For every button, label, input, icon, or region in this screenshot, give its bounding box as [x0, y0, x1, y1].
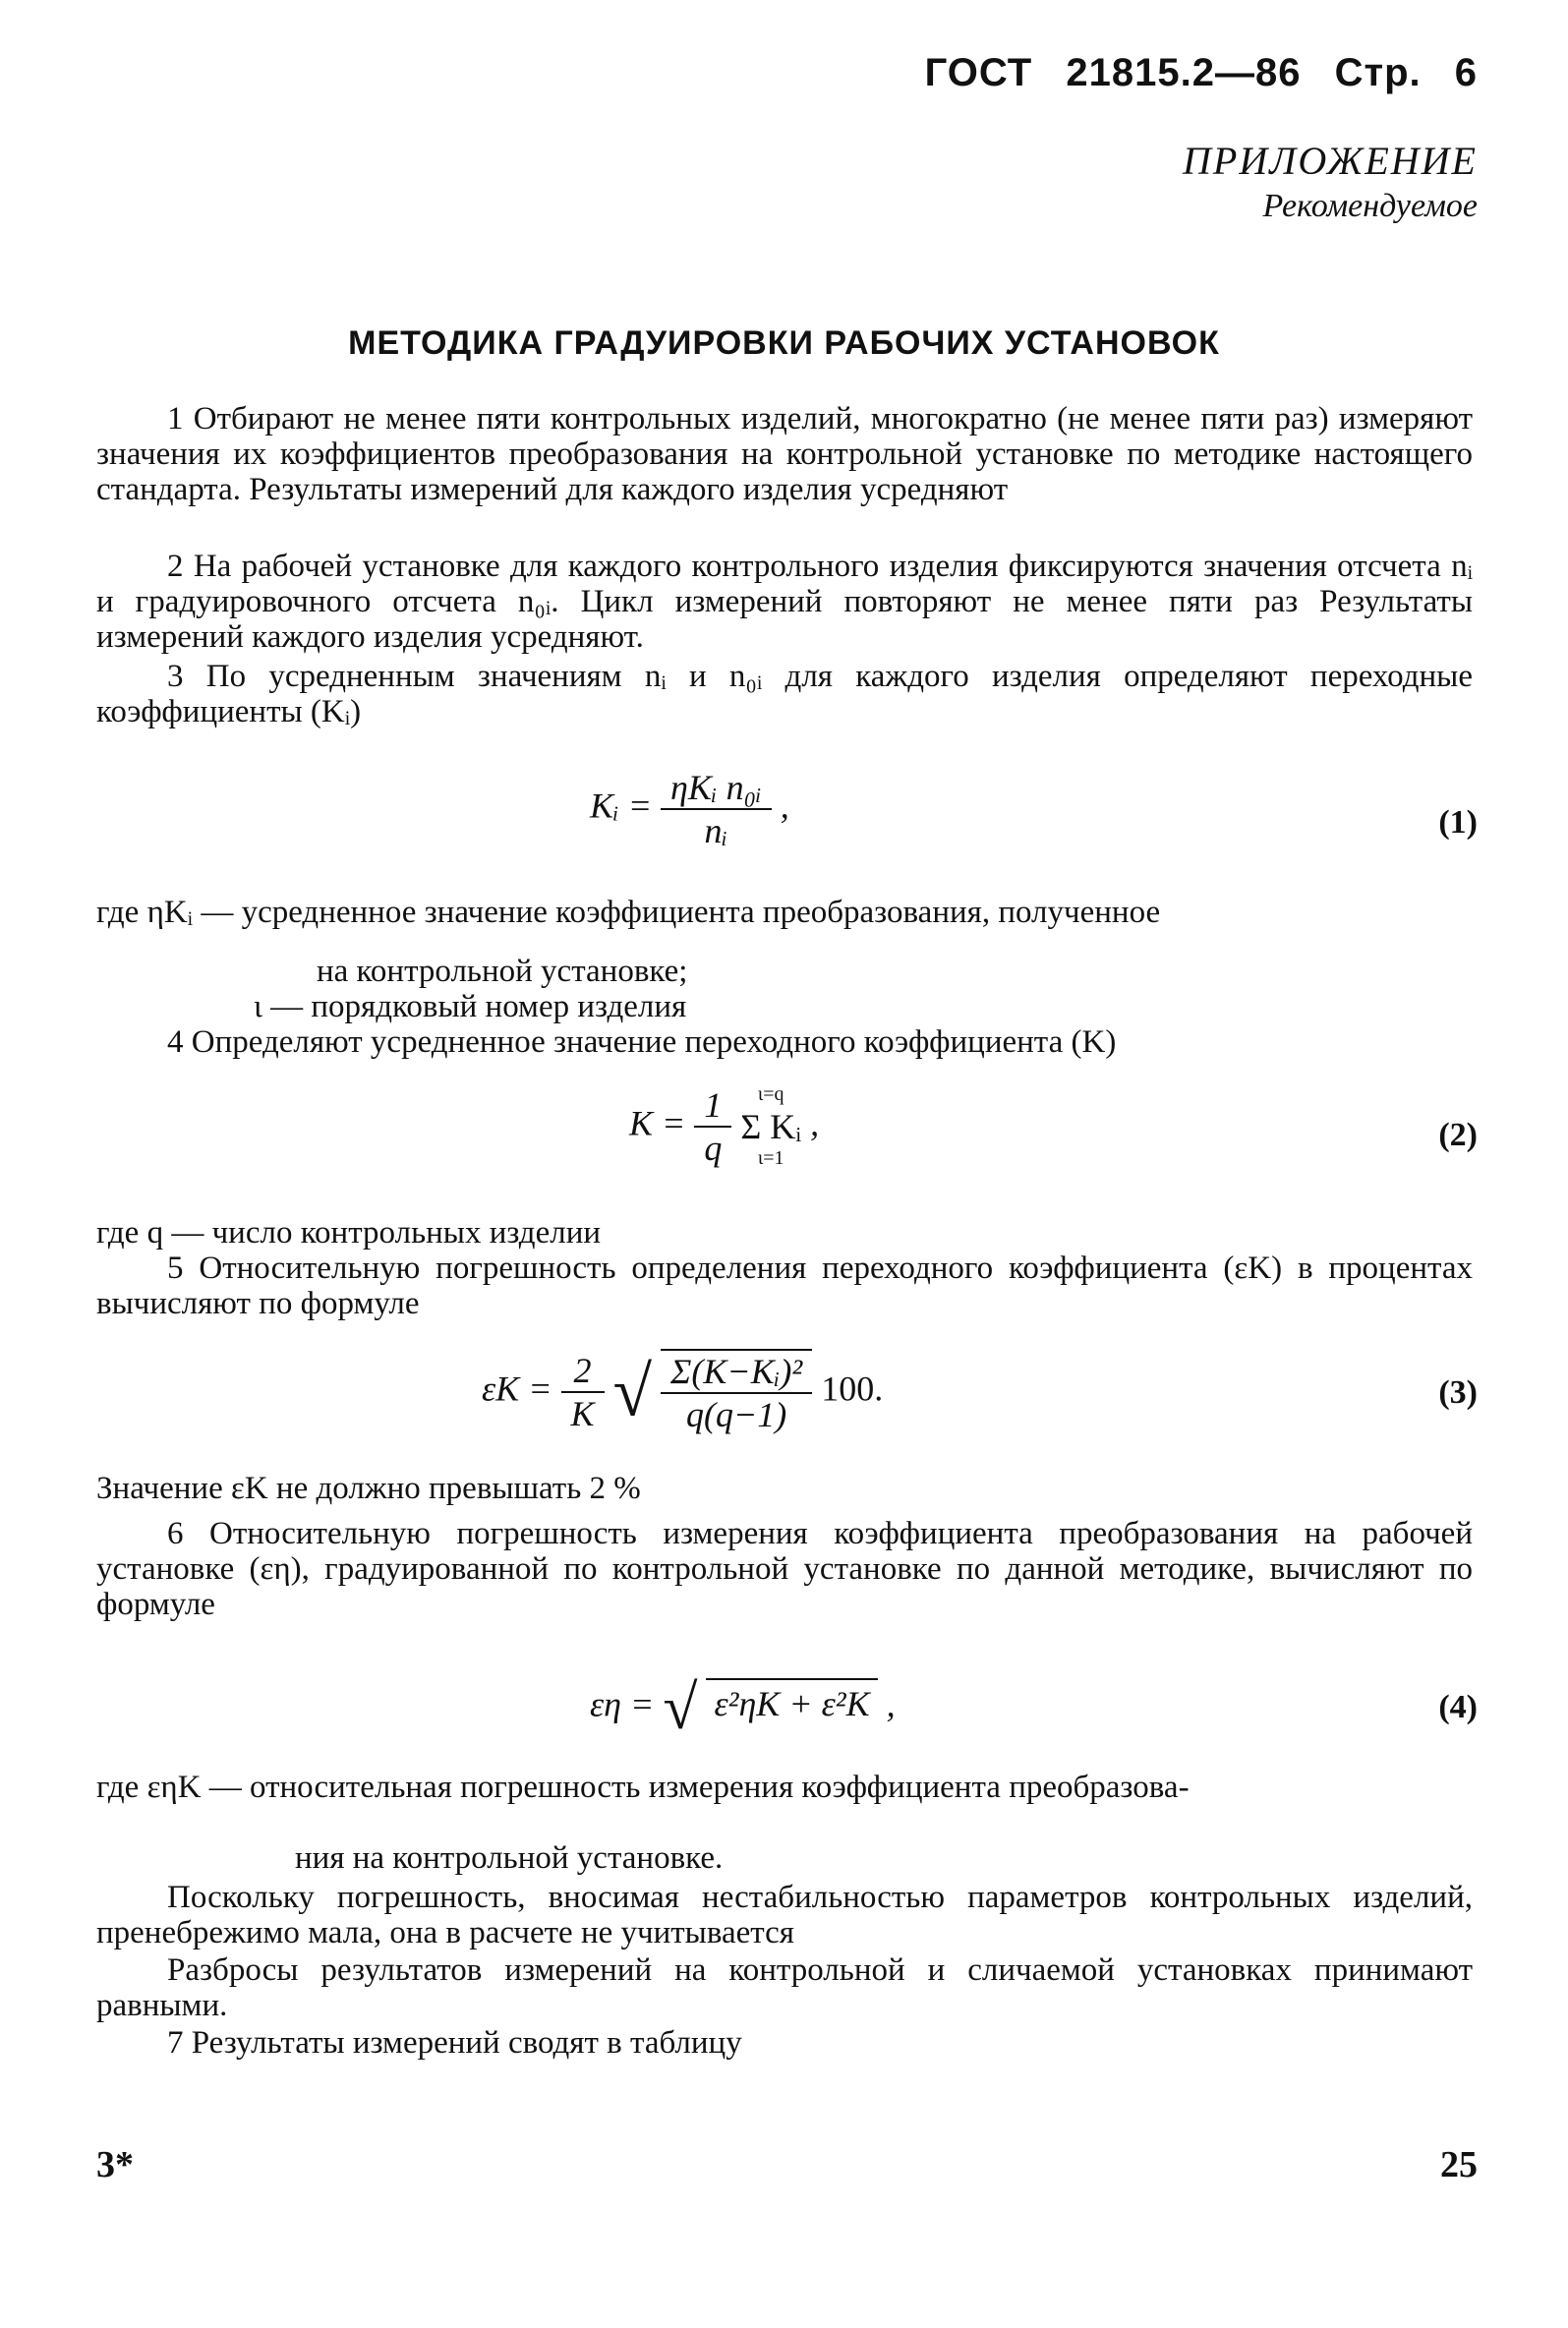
header-page-label: Стр.: [1334, 51, 1422, 94]
formula-4-sqrt-icon: √: [663, 1672, 698, 1742]
where-1c: ι — порядковый номер изделия: [254, 989, 687, 1024]
formula-1-fraction: [661, 767, 772, 851]
appendix-block: [1183, 138, 1478, 225]
formula-3-fraction: [561, 1350, 605, 1434]
formula-1-denominator: nᵢ: [661, 808, 772, 851]
formula-3-numerator: 2: [573, 1351, 592, 1390]
appendix-status: Рекомендуемое: [1262, 188, 1478, 224]
formula-3-sqrt-icon: √: [612, 1352, 653, 1431]
formula-3-radicand-numerator: Σ(K−Kᵢ)²: [670, 1352, 803, 1391]
formula-3: [482, 1349, 883, 1435]
paragraph-3: 3 По усредненным значениям nᵢ и n₀ᵢ для каждого изделия определяют переходные коэффициенты (Kᵢ): [96, 659, 1473, 729]
formula-2-label: (2): [1438, 1117, 1478, 1153]
formula-2-sum: [740, 1083, 801, 1170]
paragraph-4: 4 Определяют усредненное значение переходного коэффициента (K): [167, 1024, 1117, 1060]
formula-1-tail: ,: [780, 786, 789, 826]
formula-4-tail: ,: [886, 1684, 896, 1724]
formula-3-lhs: εK =: [482, 1368, 552, 1409]
formula-2-lower: ι=1: [757, 1147, 784, 1169]
formula-3-label: (3): [1438, 1374, 1478, 1411]
where-2: где q — число контрольных изделии: [96, 1215, 602, 1251]
paragraph-6: 6 Относительную погрешность измерения коэффициента преобразования на рабочей установке (εη), градуированной по контрольной установке по данной методике, вычисляют по формуле: [96, 1516, 1473, 1622]
formula-2-sum-body: Σ Kᵢ: [740, 1107, 802, 1146]
formula-1-numerator: ηKᵢ n₀ᵢ: [670, 768, 762, 807]
formula-1-lhs: Kᵢ =: [590, 786, 652, 826]
formula-2: [629, 1083, 819, 1170]
header-page-num: 6: [1454, 51, 1478, 94]
paragraph-7b: Разбросы результатов измерений на контрольной и сличаемой установках принимают равными.: [96, 1952, 1473, 2023]
formula-2-denominator: q: [694, 1126, 731, 1169]
footer-page-number: 25: [1440, 2144, 1478, 2185]
formula-2-numerator: 1: [704, 1085, 723, 1125]
where-1: где ηKᵢ — усредненное значение коэффициента преобразования, полученное: [96, 895, 1161, 930]
header-standard: ГОСТ: [924, 51, 1033, 94]
header-number: 21815.2—86: [1066, 51, 1302, 94]
paragraph-1: 1 Отбирают не менее пяти контрольных изделий, многократно (не менее пяти раз) измеряют значения их коэффициентов преобразования на контрольной установке по методике настоящего стандарта. Результаты измерений для каждого изделия усредняют: [96, 401, 1473, 507]
where-3: где εηK — относительная погрешность измерения коэффициента преобразова-: [96, 1770, 1190, 1805]
where-1b: на контрольной установке;: [317, 954, 688, 989]
formula-3-denominator: K: [561, 1391, 605, 1434]
formula-2-tail: ,: [810, 1103, 820, 1143]
formula-2-lhs: K =: [629, 1103, 686, 1143]
formula-4: [590, 1671, 896, 1744]
paragraph-8: 7 Результаты измерений сводят в таблицу: [167, 2025, 742, 2061]
appendix-title: ПРИЛОЖЕНИЕ: [1183, 139, 1478, 183]
formula-4-label: (4): [1438, 1689, 1478, 1725]
formula-2-fraction: [694, 1084, 731, 1169]
formula-2-upper: ι=q: [757, 1083, 784, 1105]
limit-note: Значение εK не должно превышать 2 %: [96, 1471, 641, 1506]
paragraph-2: 2 На рабочей установке для каждого контрольного изделия фиксируются значения отсчета nᵢ и градуировочного отсчета n₀ᵢ. Цикл измерений повторяют не менее пяти раз Результаты измерений каждого изделия усредняют.: [96, 549, 1473, 655]
footer-left: 3*: [96, 2144, 134, 2185]
formula-3-tail: 100.: [821, 1368, 884, 1409]
formula-1: [590, 767, 789, 851]
formula-3-radicand: [661, 1349, 812, 1435]
paragraph-7a: Поскольку погрешность, вносимая нестабильностью параметров контрольных изделий, пренебрежимо мала, она в расчете не учитывается: [96, 1880, 1473, 1950]
formula-4-lhs: εη =: [590, 1684, 655, 1724]
document-title: МЕТОДИКА ГРАДУИРОВКИ РАБОЧИХ УСТАНОВОК: [348, 324, 1220, 362]
formula-4-radicand: ε²ηK + ε²K: [706, 1678, 877, 1727]
formula-1-label: (1): [1438, 804, 1478, 841]
paragraph-5: 5 Относительную погрешность определения переходного коэффициента (εK) в процентах вычисляют по формуле: [96, 1251, 1473, 1321]
where-3b: ния на контрольной установке.: [295, 1840, 724, 1876]
page-header: [925, 51, 1478, 95]
formula-3-radicand-denominator: q(q−1): [661, 1392, 812, 1435]
